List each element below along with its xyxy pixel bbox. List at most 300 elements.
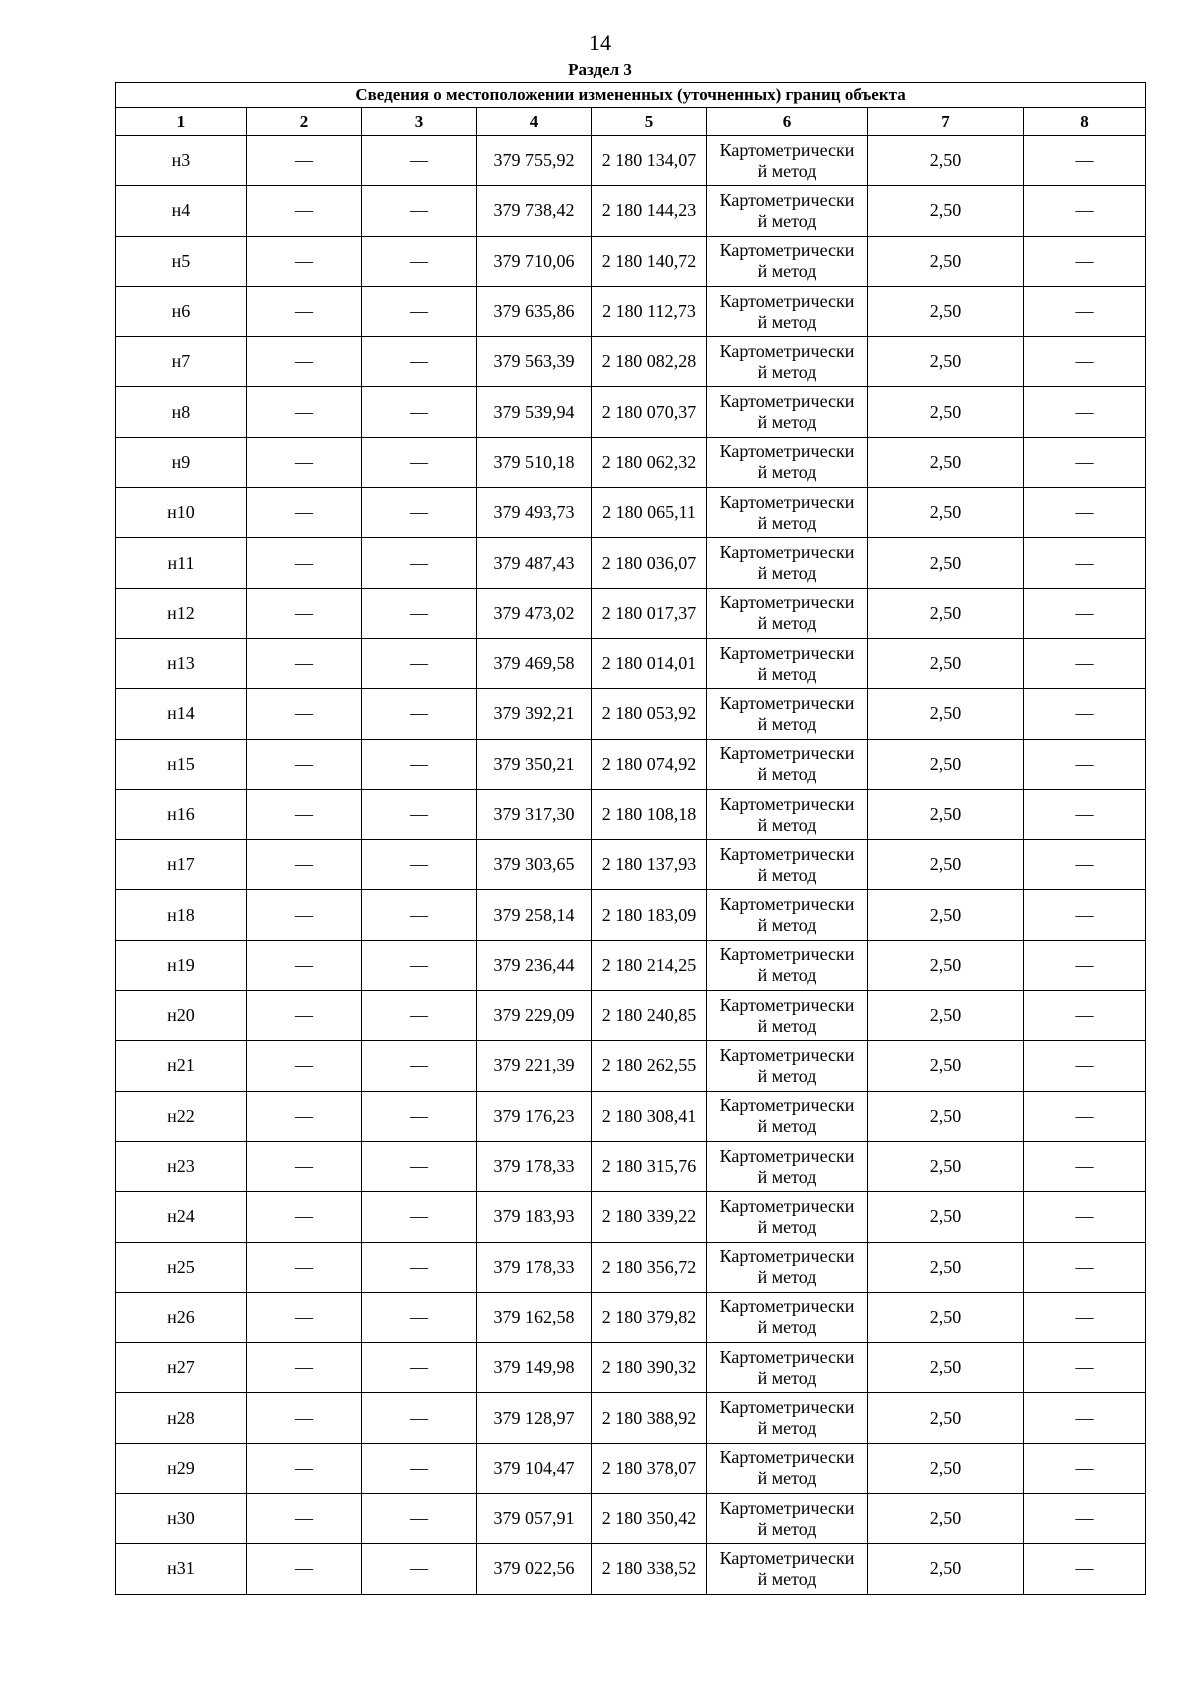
method-cell: [707, 689, 868, 739]
accuracy-cell: 2,50: [868, 1192, 1024, 1242]
col3-cell: —: [362, 337, 477, 387]
point-name-cell: н12: [116, 588, 247, 638]
y-coordinate-cell: 2 180 240,85: [592, 991, 707, 1041]
y-coordinate-cell: 2 180 390,32: [592, 1343, 707, 1393]
x-coordinate-cell: 379 303,65: [477, 840, 592, 890]
y-coordinate-cell: 2 180 350,42: [592, 1494, 707, 1544]
col8-cell: —: [1024, 890, 1146, 940]
x-coordinate-cell: 379 487,43: [477, 538, 592, 588]
x-coordinate-cell: 379 539,94: [477, 387, 592, 437]
method-cell: [707, 840, 868, 890]
col8-cell: —: [1024, 1393, 1146, 1443]
accuracy-cell: 2,50: [868, 1091, 1024, 1141]
x-coordinate-cell: 379 563,39: [477, 337, 592, 387]
x-coordinate-cell: 379 149,98: [477, 1343, 592, 1393]
col3-cell: —: [362, 991, 477, 1041]
col8-cell: —: [1024, 940, 1146, 990]
col3-cell: —: [362, 1141, 477, 1191]
method-text-line: й метод: [757, 713, 817, 734]
method-text-line: Картометрически: [719, 994, 855, 1015]
x-coordinate-cell: 379 258,14: [477, 890, 592, 940]
col8-cell: —: [1024, 1343, 1146, 1393]
col8-cell: —: [1024, 186, 1146, 236]
method-cell: [707, 588, 868, 638]
col2-cell: —: [247, 1041, 362, 1091]
method-text-line: Картометрически: [719, 441, 855, 462]
accuracy-cell: 2,50: [868, 1443, 1024, 1493]
method-text-line: Картометрически: [719, 139, 855, 160]
col3-cell: —: [362, 739, 477, 789]
col2-cell: —: [247, 1544, 362, 1594]
col2-cell: —: [247, 337, 362, 387]
x-coordinate-cell: 379 392,21: [477, 689, 592, 739]
point-name-cell: н10: [116, 488, 247, 538]
column-number-row: [116, 108, 1146, 136]
method-cell: [707, 940, 868, 990]
method-text-line: Картометрически: [719, 1346, 855, 1367]
method-text-line: й метод: [757, 814, 817, 835]
col8-cell: —: [1024, 1494, 1146, 1544]
col3-cell: —: [362, 488, 477, 538]
method-text-line: й метод: [757, 1418, 817, 1439]
method-text-line: Картометрически: [719, 1145, 855, 1166]
point-name-cell: н3: [116, 136, 247, 186]
x-coordinate-cell: 379 469,58: [477, 638, 592, 688]
y-coordinate-cell: 2 180 379,82: [592, 1292, 707, 1342]
col8-cell: —: [1024, 1242, 1146, 1292]
accuracy-cell: 2,50: [868, 1393, 1024, 1443]
method-text-line: й метод: [757, 764, 817, 785]
y-coordinate-cell: 2 180 144,23: [592, 186, 707, 236]
column-number: 6: [707, 108, 868, 136]
table-row: [116, 890, 1146, 940]
x-coordinate-cell: 379 635,86: [477, 286, 592, 336]
method-text-line: Картометрически: [719, 642, 855, 663]
method-text-line: Картометрически: [719, 1447, 855, 1468]
x-coordinate-cell: 379 183,93: [477, 1192, 592, 1242]
accuracy-cell: 2,50: [868, 588, 1024, 638]
column-number: 2: [247, 108, 362, 136]
accuracy-cell: 2,50: [868, 1242, 1024, 1292]
method-text-line: Картометрически: [719, 843, 855, 864]
point-name-cell: н23: [116, 1141, 247, 1191]
method-text-line: й метод: [757, 915, 817, 936]
y-coordinate-cell: 2 180 214,25: [592, 940, 707, 990]
method-cell: [707, 1041, 868, 1091]
accuracy-cell: 2,50: [868, 689, 1024, 739]
y-coordinate-cell: 2 180 339,22: [592, 1192, 707, 1242]
method-text-line: Картометрически: [719, 1246, 855, 1267]
point-name-cell: н18: [116, 890, 247, 940]
table-row: [116, 991, 1146, 1041]
method-text-line: Картометрически: [719, 1195, 855, 1216]
point-name-cell: н24: [116, 1192, 247, 1242]
x-coordinate-cell: 379 022,56: [477, 1544, 592, 1594]
method-cell: [707, 1091, 868, 1141]
method-text-line: й метод: [757, 864, 817, 885]
table-row: [116, 689, 1146, 739]
point-name-cell: н28: [116, 1393, 247, 1443]
table-row: [116, 1141, 1146, 1191]
y-coordinate-cell: 2 180 053,92: [592, 689, 707, 739]
col8-cell: —: [1024, 1544, 1146, 1594]
col2-cell: —: [247, 638, 362, 688]
col8-cell: —: [1024, 739, 1146, 789]
x-coordinate-cell: 379 221,39: [477, 1041, 592, 1091]
method-text-line: Картометрически: [719, 1397, 855, 1418]
method-text-line: й метод: [757, 1015, 817, 1036]
accuracy-cell: 2,50: [868, 286, 1024, 336]
col8-cell: —: [1024, 1091, 1146, 1141]
table-caption: Сведения о местоположении измененных (уточненных) границ объекта: [116, 83, 1146, 108]
point-name-cell: н5: [116, 236, 247, 286]
x-coordinate-cell: 379 057,91: [477, 1494, 592, 1544]
col3-cell: —: [362, 840, 477, 890]
method-text-line: Картометрически: [719, 240, 855, 261]
method-cell: [707, 1393, 868, 1443]
method-text-line: Картометрически: [719, 1497, 855, 1518]
point-name-cell: н13: [116, 638, 247, 688]
x-coordinate-cell: 379 128,97: [477, 1393, 592, 1443]
table-row: [116, 1192, 1146, 1242]
y-coordinate-cell: 2 180 378,07: [592, 1443, 707, 1493]
x-coordinate-cell: 379 755,92: [477, 136, 592, 186]
column-number: 7: [868, 108, 1024, 136]
col3-cell: —: [362, 638, 477, 688]
point-name-cell: н8: [116, 387, 247, 437]
col8-cell: —: [1024, 789, 1146, 839]
point-name-cell: н14: [116, 689, 247, 739]
col8-cell: —: [1024, 286, 1146, 336]
col8-cell: —: [1024, 638, 1146, 688]
col2-cell: —: [247, 789, 362, 839]
method-cell: [707, 1292, 868, 1342]
x-coordinate-cell: 379 710,06: [477, 236, 592, 286]
table-row: [116, 236, 1146, 286]
y-coordinate-cell: 2 180 014,01: [592, 638, 707, 688]
y-coordinate-cell: 2 180 062,32: [592, 437, 707, 487]
col2-cell: —: [247, 1494, 362, 1544]
method-text-line: й метод: [757, 1267, 817, 1288]
accuracy-cell: 2,50: [868, 739, 1024, 789]
col2-cell: —: [247, 186, 362, 236]
table-row: [116, 940, 1146, 990]
table-row: [116, 488, 1146, 538]
point-name-cell: н9: [116, 437, 247, 487]
accuracy-cell: 2,50: [868, 789, 1024, 839]
method-text-line: й метод: [757, 512, 817, 533]
point-name-cell: н17: [116, 840, 247, 890]
accuracy-cell: 2,50: [868, 1343, 1024, 1393]
method-text-line: Картометрически: [719, 340, 855, 361]
method-cell: [707, 1141, 868, 1191]
accuracy-cell: 2,50: [868, 840, 1024, 890]
point-name-cell: н26: [116, 1292, 247, 1342]
method-text-line: й метод: [757, 311, 817, 332]
x-coordinate-cell: 379 178,33: [477, 1242, 592, 1292]
method-text-line: Картометрически: [719, 189, 855, 210]
method-cell: [707, 488, 868, 538]
method-text-line: Картометрически: [719, 1044, 855, 1065]
method-text-line: Картометрически: [719, 290, 855, 311]
col2-cell: —: [247, 739, 362, 789]
col3-cell: —: [362, 1393, 477, 1443]
accuracy-cell: 2,50: [868, 236, 1024, 286]
method-text-line: й метод: [757, 1317, 817, 1338]
table-row: [116, 186, 1146, 236]
method-text-line: й метод: [757, 1166, 817, 1187]
x-coordinate-cell: 379 178,33: [477, 1141, 592, 1191]
col3-cell: —: [362, 437, 477, 487]
y-coordinate-cell: 2 180 137,93: [592, 840, 707, 890]
x-coordinate-cell: 379 176,23: [477, 1091, 592, 1141]
y-coordinate-cell: 2 180 134,07: [592, 136, 707, 186]
y-coordinate-cell: 2 180 036,07: [592, 538, 707, 588]
method-text-line: Картометрически: [719, 1547, 855, 1568]
column-number: 3: [362, 108, 477, 136]
y-coordinate-cell: 2 180 262,55: [592, 1041, 707, 1091]
col2-cell: —: [247, 1292, 362, 1342]
point-name-cell: н16: [116, 789, 247, 839]
page-number: 14: [589, 30, 611, 55]
method-cell: [707, 739, 868, 789]
col3-cell: —: [362, 387, 477, 437]
method-text-line: й метод: [757, 412, 817, 433]
table-row: [116, 1393, 1146, 1443]
y-coordinate-cell: 2 180 183,09: [592, 890, 707, 940]
method-text-line: й метод: [757, 462, 817, 483]
accuracy-cell: 2,50: [868, 437, 1024, 487]
table-row: [116, 136, 1146, 186]
point-name-cell: н21: [116, 1041, 247, 1091]
col2-cell: —: [247, 136, 362, 186]
col2-cell: —: [247, 1443, 362, 1493]
accuracy-cell: 2,50: [868, 387, 1024, 437]
coordinates-table: [115, 82, 1146, 1595]
column-number: 4: [477, 108, 592, 136]
col2-cell: —: [247, 1343, 362, 1393]
method-text-line: Картометрически: [719, 391, 855, 412]
y-coordinate-cell: 2 180 065,11: [592, 488, 707, 538]
x-coordinate-cell: 379 350,21: [477, 739, 592, 789]
col3-cell: —: [362, 1544, 477, 1594]
point-name-cell: н19: [116, 940, 247, 990]
col8-cell: —: [1024, 840, 1146, 890]
table-row: [116, 1292, 1146, 1342]
method-cell: [707, 1494, 868, 1544]
method-text-line: й метод: [757, 261, 817, 282]
col8-cell: —: [1024, 588, 1146, 638]
table-row: [116, 638, 1146, 688]
col3-cell: —: [362, 1443, 477, 1493]
method-cell: [707, 286, 868, 336]
accuracy-cell: 2,50: [868, 1141, 1024, 1191]
col2-cell: —: [247, 538, 362, 588]
y-coordinate-cell: 2 180 017,37: [592, 588, 707, 638]
method-cell: [707, 1242, 868, 1292]
col3-cell: —: [362, 1343, 477, 1393]
col3-cell: —: [362, 1091, 477, 1141]
x-coordinate-cell: 379 229,09: [477, 991, 592, 1041]
accuracy-cell: 2,50: [868, 1544, 1024, 1594]
point-name-cell: н7: [116, 337, 247, 387]
col8-cell: —: [1024, 1443, 1146, 1493]
table-row: [116, 1494, 1146, 1544]
table-row: [116, 1242, 1146, 1292]
point-name-cell: н25: [116, 1242, 247, 1292]
y-coordinate-cell: 2 180 140,72: [592, 236, 707, 286]
table-row: [116, 1091, 1146, 1141]
col2-cell: —: [247, 286, 362, 336]
col3-cell: —: [362, 940, 477, 990]
col2-cell: —: [247, 1091, 362, 1141]
table-row: [116, 337, 1146, 387]
col8-cell: —: [1024, 437, 1146, 487]
method-text-line: й метод: [757, 160, 817, 181]
table-row: [116, 286, 1146, 336]
method-text-line: й метод: [757, 965, 817, 986]
method-cell: [707, 1443, 868, 1493]
method-cell: [707, 890, 868, 940]
col8-cell: —: [1024, 236, 1146, 286]
col8-cell: —: [1024, 538, 1146, 588]
col3-cell: —: [362, 689, 477, 739]
col2-cell: —: [247, 1141, 362, 1191]
table-row: [116, 588, 1146, 638]
method-text-line: й метод: [757, 1518, 817, 1539]
method-text-line: Картометрически: [719, 1095, 855, 1116]
x-coordinate-cell: 379 236,44: [477, 940, 592, 990]
method-text-line: Картометрически: [719, 692, 855, 713]
accuracy-cell: 2,50: [868, 136, 1024, 186]
table-row: [116, 1343, 1146, 1393]
method-cell: [707, 136, 868, 186]
point-name-cell: н27: [116, 1343, 247, 1393]
y-coordinate-cell: 2 180 388,92: [592, 1393, 707, 1443]
method-cell: [707, 1544, 868, 1594]
point-name-cell: н30: [116, 1494, 247, 1544]
method-text-line: Картометрически: [719, 894, 855, 915]
point-name-cell: н15: [116, 739, 247, 789]
column-number: 8: [1024, 108, 1146, 136]
col2-cell: —: [247, 689, 362, 739]
method-text-line: й метод: [757, 210, 817, 231]
method-cell: [707, 789, 868, 839]
method-text-line: й метод: [757, 663, 817, 684]
method-cell: [707, 991, 868, 1041]
y-coordinate-cell: 2 180 082,28: [592, 337, 707, 387]
method-text-line: Картометрически: [719, 542, 855, 563]
method-cell: [707, 1343, 868, 1393]
y-coordinate-cell: 2 180 315,76: [592, 1141, 707, 1191]
method-cell: [707, 337, 868, 387]
col3-cell: —: [362, 890, 477, 940]
y-coordinate-cell: 2 180 070,37: [592, 387, 707, 437]
column-number: 5: [592, 108, 707, 136]
method-text-line: Картометрически: [719, 944, 855, 965]
col3-cell: —: [362, 1192, 477, 1242]
col8-cell: —: [1024, 488, 1146, 538]
col3-cell: —: [362, 1041, 477, 1091]
accuracy-cell: 2,50: [868, 538, 1024, 588]
point-name-cell: н6: [116, 286, 247, 336]
col2-cell: —: [247, 488, 362, 538]
method-text-line: Картометрически: [719, 793, 855, 814]
method-cell: [707, 437, 868, 487]
col3-cell: —: [362, 1292, 477, 1342]
table-row: [116, 538, 1146, 588]
accuracy-cell: 2,50: [868, 940, 1024, 990]
accuracy-cell: 2,50: [868, 638, 1024, 688]
col3-cell: —: [362, 236, 477, 286]
col2-cell: —: [247, 1192, 362, 1242]
x-coordinate-cell: 379 317,30: [477, 789, 592, 839]
table-row: [116, 387, 1146, 437]
col2-cell: —: [247, 437, 362, 487]
accuracy-cell: 2,50: [868, 1041, 1024, 1091]
accuracy-cell: 2,50: [868, 890, 1024, 940]
method-text-line: Картометрически: [719, 1296, 855, 1317]
method-cell: [707, 236, 868, 286]
table-body: [116, 136, 1146, 1595]
col2-cell: —: [247, 236, 362, 286]
col3-cell: —: [362, 789, 477, 839]
col8-cell: —: [1024, 387, 1146, 437]
x-coordinate-cell: 379 738,42: [477, 186, 592, 236]
method-text-line: Картометрически: [719, 743, 855, 764]
col3-cell: —: [362, 1494, 477, 1544]
x-coordinate-cell: 379 104,47: [477, 1443, 592, 1493]
col8-cell: —: [1024, 1192, 1146, 1242]
method-cell: [707, 638, 868, 688]
accuracy-cell: 2,50: [868, 1292, 1024, 1342]
table-row: [116, 1443, 1146, 1493]
y-coordinate-cell: 2 180 308,41: [592, 1091, 707, 1141]
col2-cell: —: [247, 387, 362, 437]
y-coordinate-cell: 2 180 108,18: [592, 789, 707, 839]
col3-cell: —: [362, 136, 477, 186]
x-coordinate-cell: 379 162,58: [477, 1292, 592, 1342]
point-name-cell: н11: [116, 538, 247, 588]
method-text-line: й метод: [757, 1568, 817, 1589]
point-name-cell: н20: [116, 991, 247, 1041]
method-text-line: й метод: [757, 563, 817, 584]
y-coordinate-cell: 2 180 112,73: [592, 286, 707, 336]
point-name-cell: н22: [116, 1091, 247, 1141]
y-coordinate-cell: 2 180 338,52: [592, 1544, 707, 1594]
accuracy-cell: 2,50: [868, 1494, 1024, 1544]
col3-cell: —: [362, 538, 477, 588]
table-row: [116, 1544, 1146, 1594]
table-row: [116, 1041, 1146, 1091]
method-text-line: й метод: [757, 1065, 817, 1086]
method-text-line: Картометрически: [719, 592, 855, 613]
method-text-line: й метод: [757, 1468, 817, 1489]
x-coordinate-cell: 379 510,18: [477, 437, 592, 487]
accuracy-cell: 2,50: [868, 488, 1024, 538]
col3-cell: —: [362, 286, 477, 336]
method-cell: [707, 538, 868, 588]
col8-cell: —: [1024, 337, 1146, 387]
col2-cell: —: [247, 588, 362, 638]
x-coordinate-cell: 379 473,02: [477, 588, 592, 638]
method-text-line: й метод: [757, 1116, 817, 1137]
method-text-line: Картометрически: [719, 491, 855, 512]
method-text-line: й метод: [757, 1216, 817, 1237]
col8-cell: —: [1024, 1141, 1146, 1191]
y-coordinate-cell: 2 180 074,92: [592, 739, 707, 789]
section-title: Раздел 3: [568, 60, 632, 79]
